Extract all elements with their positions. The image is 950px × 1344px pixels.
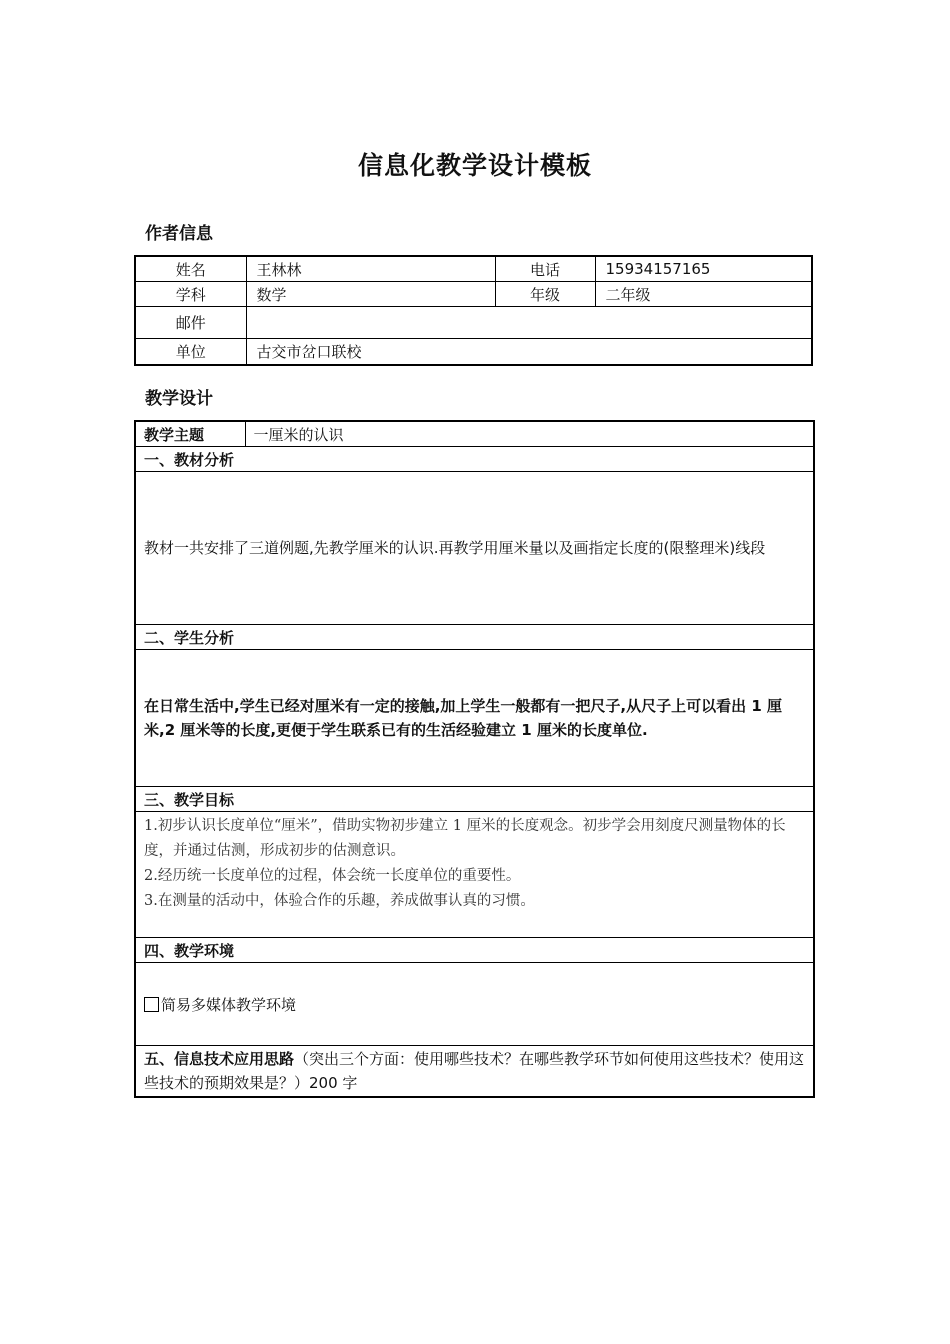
grade-label: 年级 <box>495 282 595 307</box>
environment-header-row <box>135 938 814 963</box>
topic-value[interactable]: 一厘米的认识 <box>245 421 814 447</box>
analysis-heading: 一、教材分析 <box>135 447 814 472</box>
phone-value[interactable]: 15934157165 <box>595 256 812 282</box>
analysis-text[interactable]: 教材一共安排了三道例题,先教学厘米的认识.再教学用厘米量以及画指定长度的(限整理米)线段 <box>135 472 814 625</box>
subject-value[interactable]: 数学 <box>246 282 495 307</box>
name-value[interactable]: 王林林 <box>246 256 495 282</box>
environment-option[interactable] <box>135 963 814 1046</box>
tech-heading-cell <box>135 1046 814 1098</box>
analysis-body-row <box>135 472 814 625</box>
author-row-email <box>135 307 812 339</box>
email-value[interactable] <box>246 307 812 339</box>
subject-label: 学科 <box>135 282 246 307</box>
topic-label: 教学主题 <box>135 421 245 447</box>
tech-heading: 五、信息技术应用思路 <box>144 1050 295 1068</box>
phone-label: 电话 <box>495 256 595 282</box>
environment-heading: 四、教学环境 <box>135 938 814 963</box>
teaching-design-heading: 教学设计 <box>145 389 213 409</box>
author-info-heading: 作者信息 <box>145 224 213 244</box>
topic-row <box>135 421 814 447</box>
environment-body-row <box>135 963 814 1046</box>
author-row-unit <box>135 339 812 366</box>
unit-label: 单位 <box>135 339 246 366</box>
grade-value[interactable]: 二年级 <box>595 282 812 307</box>
author-info-table <box>134 255 813 366</box>
document-title: 信息化教学设计模板 <box>357 151 592 180</box>
teaching-design-table <box>134 420 815 1098</box>
goals-header-row <box>135 787 814 812</box>
name-label: 姓名 <box>135 256 246 282</box>
author-row-subject <box>135 282 812 307</box>
email-label: 邮件 <box>135 307 246 339</box>
goals-list[interactable] <box>135 812 814 938</box>
tech-heading-note: （突出三个方面：使用哪些技术？在哪些教学环节如何使用这些技术？使用这些技术的预期效果是？）200 字 <box>144 1050 805 1092</box>
student-header-row <box>135 625 814 650</box>
student-text[interactable]: 在日常生活中,学生已经对厘米有一定的接触,加上学生一般都有一把尺子,从尺子上可以看出 1 厘米,2 厘米等的长度,更便于学生联系已有的生活经验建立 1 厘米的长度单位. <box>135 650 814 787</box>
analysis-header-row <box>135 447 814 472</box>
student-body-row <box>135 650 814 787</box>
tech-header-row <box>135 1046 814 1098</box>
goals-heading: 三、教学目标 <box>135 787 814 812</box>
goal-item: 1.初步认识长度单位“厘米”，借助实物初步建立 1 厘米的长度观念。初步学会用刻度尺测量物体的长度，并通过估测，形成初步的估测意识。 <box>144 818 786 859</box>
environment-option-label: 简易多媒体教学环境 <box>161 995 297 1014</box>
unit-value[interactable]: 古交市岔口联校 <box>246 339 812 366</box>
student-heading: 二、学生分析 <box>135 625 814 650</box>
goals-body-row <box>135 812 814 938</box>
checkbox-icon[interactable] <box>144 997 159 1012</box>
goal-item: 3.在测量的活动中，体验合作的乐趣，养成做事认真的习惯。 <box>144 893 535 909</box>
author-row-name <box>135 256 812 282</box>
goal-item: 2.经历统一长度单位的过程，体会统一长度单位的重要性。 <box>144 868 521 884</box>
